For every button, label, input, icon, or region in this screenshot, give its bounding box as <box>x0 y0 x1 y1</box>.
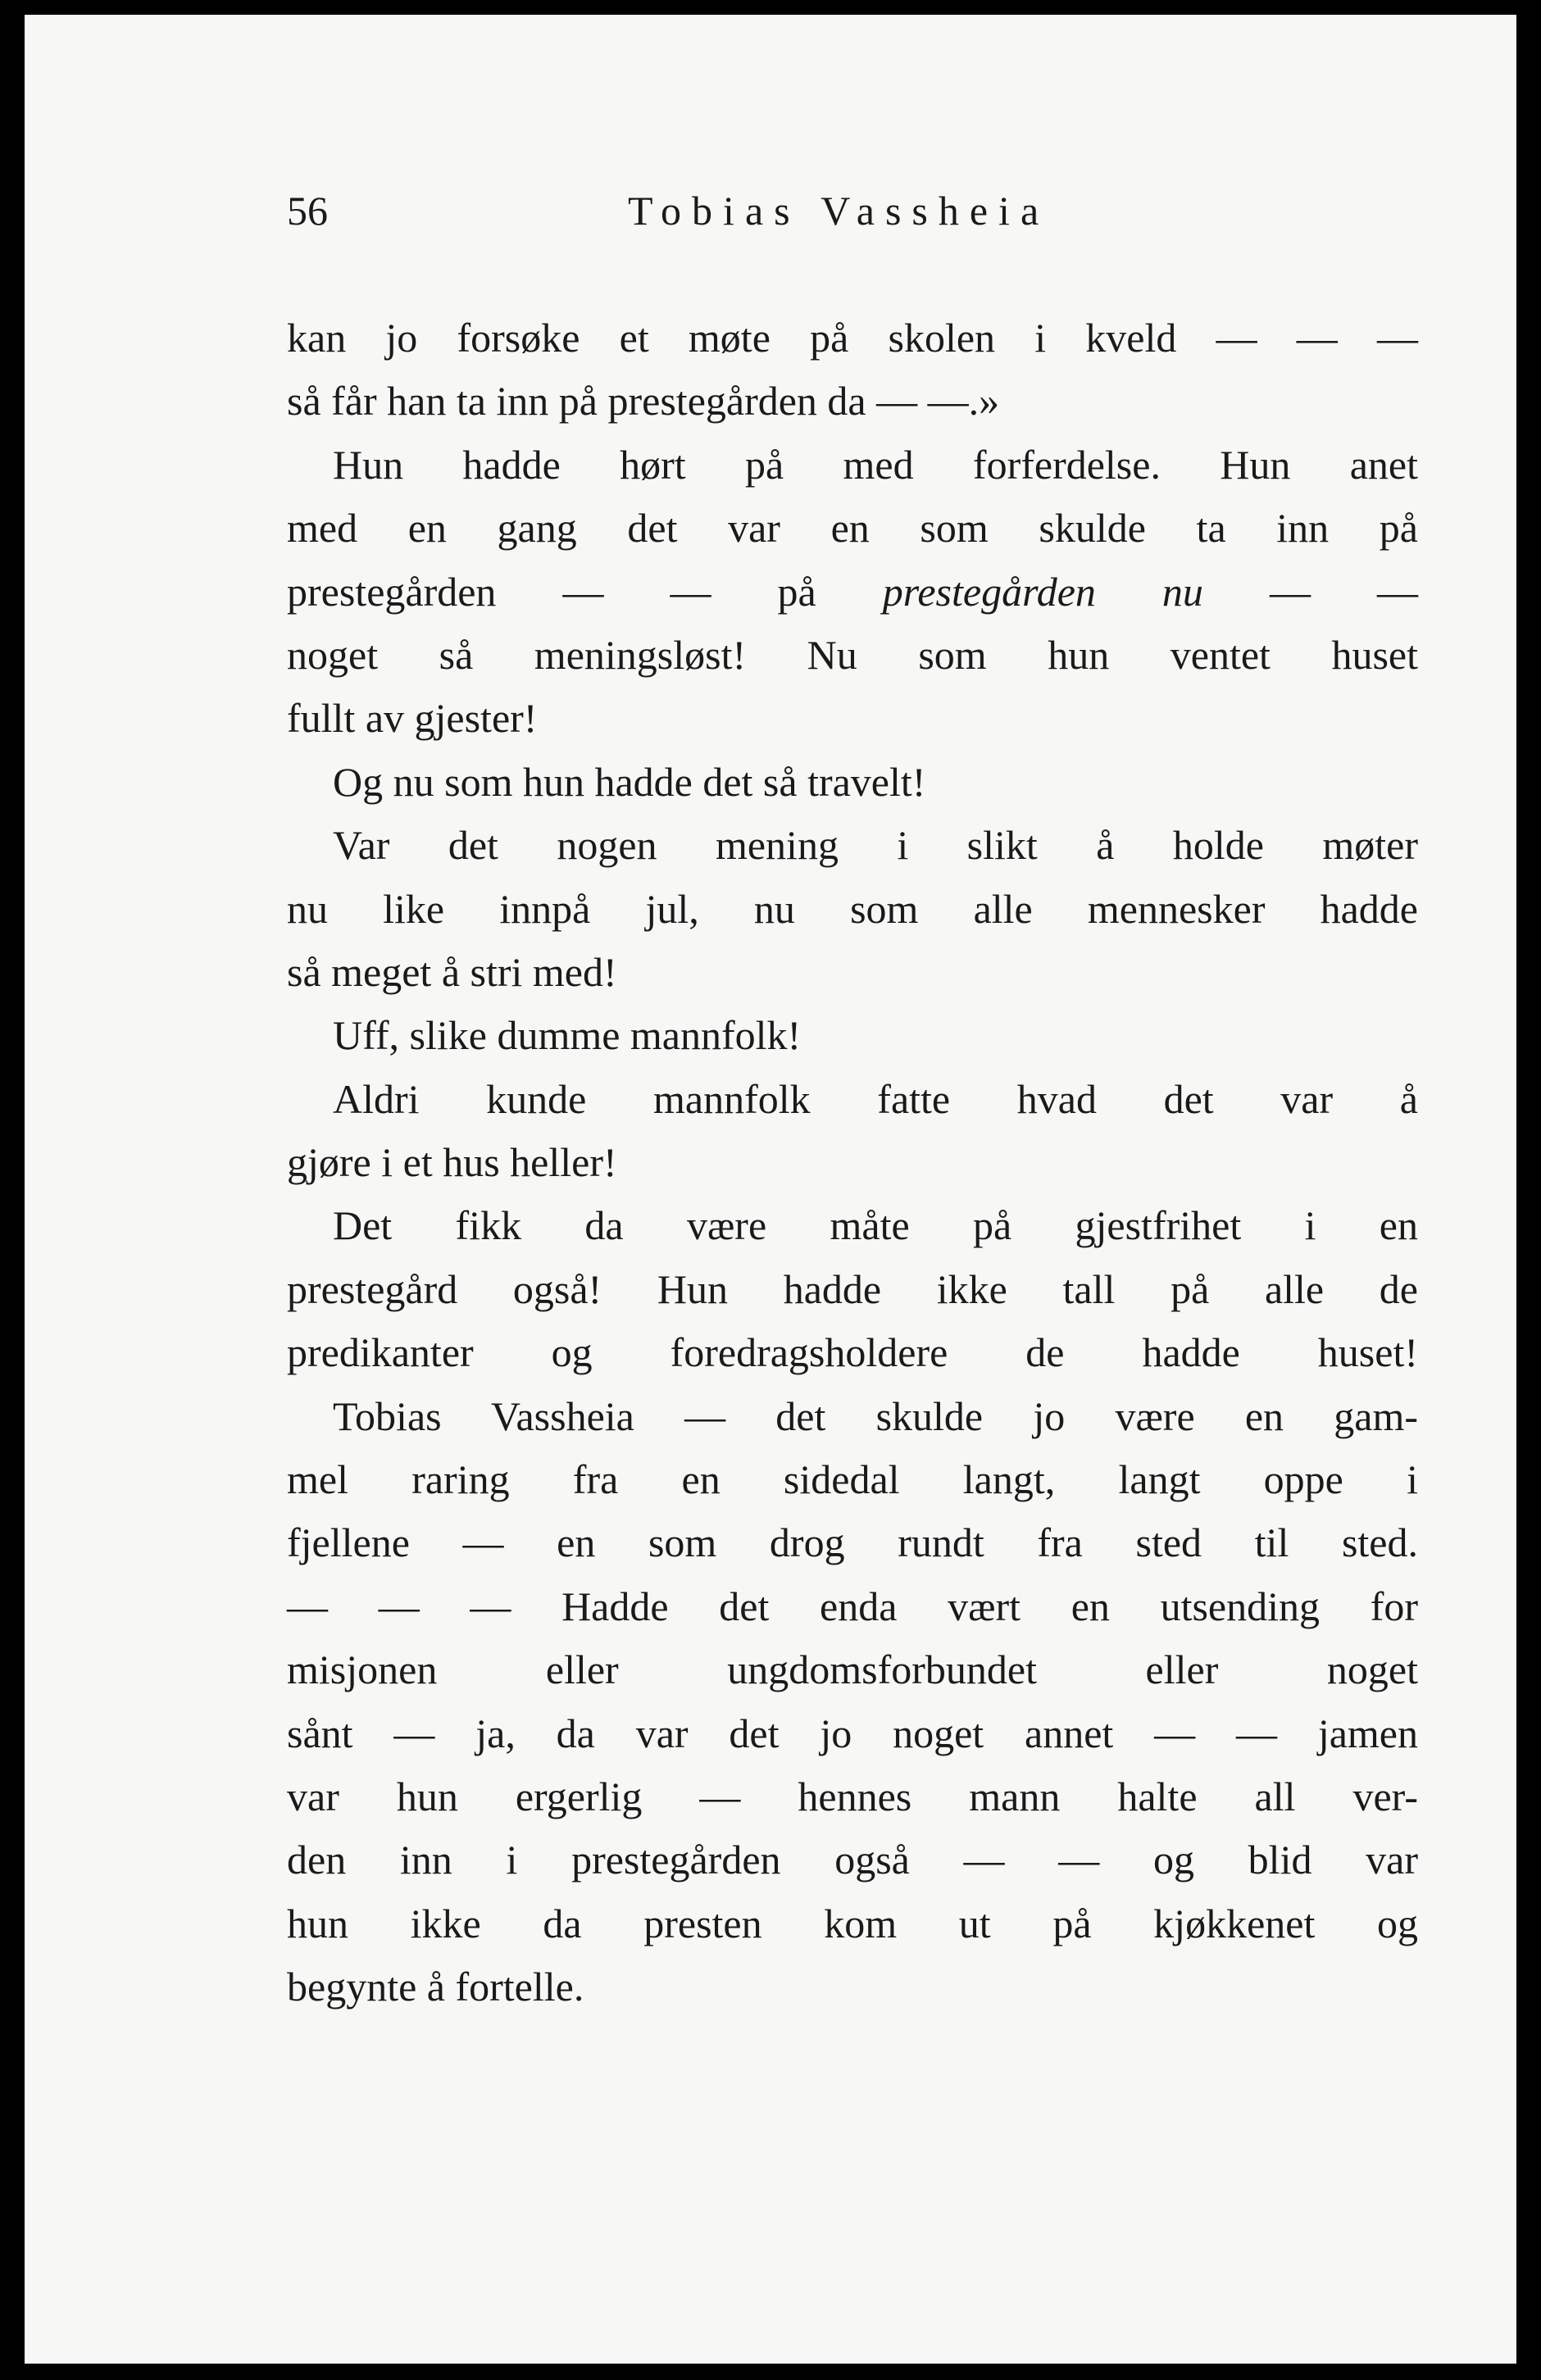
text-line: Hun hadde hørt på med forferdelse. Hun anet <box>333 441 1418 488</box>
text-line: Tobias Vassheia — det skulde jo være en gam- <box>333 1392 1418 1439</box>
text-line: Og nu som hun hadde det så travelt! <box>333 758 926 805</box>
text-line-segment: — — <box>1202 568 1418 615</box>
text-line: prestegård også! Hun hadde ikke tall på alle de <box>287 1265 1418 1312</box>
text-line: Aldri kunde mannfolk fatte hvad det var å <box>333 1075 1418 1122</box>
text-line: med en gang det var en som skulde ta inn på <box>287 505 1418 552</box>
italic-phrase: prestegården nu <box>882 568 1203 615</box>
text-line: noget så meningsløst! Nu som hun ventet huset <box>287 631 1418 678</box>
book-page <box>25 15 1516 2364</box>
text-line: var hun ergerlig — hennes mann halte all ver- <box>287 1773 1418 1819</box>
text-line: mel raring fra en sidedal langt, langt oppe i <box>287 1456 1418 1503</box>
page-number: 56 <box>287 188 328 234</box>
text-line: så meget å stri med! <box>287 948 617 995</box>
text-line: predikanter og foredragsholdere de hadde huset! <box>287 1329 1418 1376</box>
text-line: fullt av gjester! <box>287 695 538 742</box>
text-line-segment: prestegården — — på <box>287 568 883 615</box>
running-header <box>287 187 1418 252</box>
text-line: sånt — ja, da var det jo noget annet — — jamen <box>287 1710 1418 1756</box>
text-line: misjonen eller ungdomsforbundet eller noget <box>287 1646 1418 1693</box>
text-line: hun ikke da presten kom ut på kjøkkenet og <box>287 1900 1418 1946</box>
text-line: Uff, slike dumme mannfolk! <box>333 1012 802 1059</box>
text-line: gjøre i et hus heller! <box>287 1139 617 1186</box>
text-line: Var det nogen mening i slikt å holde møter <box>333 822 1418 869</box>
text-line: kan jo forsøke et møte på skolen i kveld — — — <box>287 315 1418 361</box>
text-line: — — — Hadde det enda vært en utsending for <box>287 1583 1418 1629</box>
body-text <box>287 307 1418 2019</box>
running-title: Tobias Vassheia <box>628 188 1050 234</box>
text-line: den inn i prestegården også — — og blid var <box>287 1837 1418 1883</box>
text-line: fjellene — en som drog rundt fra sted til sted. <box>287 1519 1418 1566</box>
text-line: så får han ta inn på prestegården da — —.» <box>287 378 1000 425</box>
text-line: Det fikk da være måte på gjestfrihet i en <box>333 1202 1418 1249</box>
text-line: begynte å fortelle. <box>287 1964 584 2010</box>
text-line: nu like innpå jul, nu som alle mennesker hadde <box>287 885 1418 932</box>
text-line <box>287 561 1418 624</box>
